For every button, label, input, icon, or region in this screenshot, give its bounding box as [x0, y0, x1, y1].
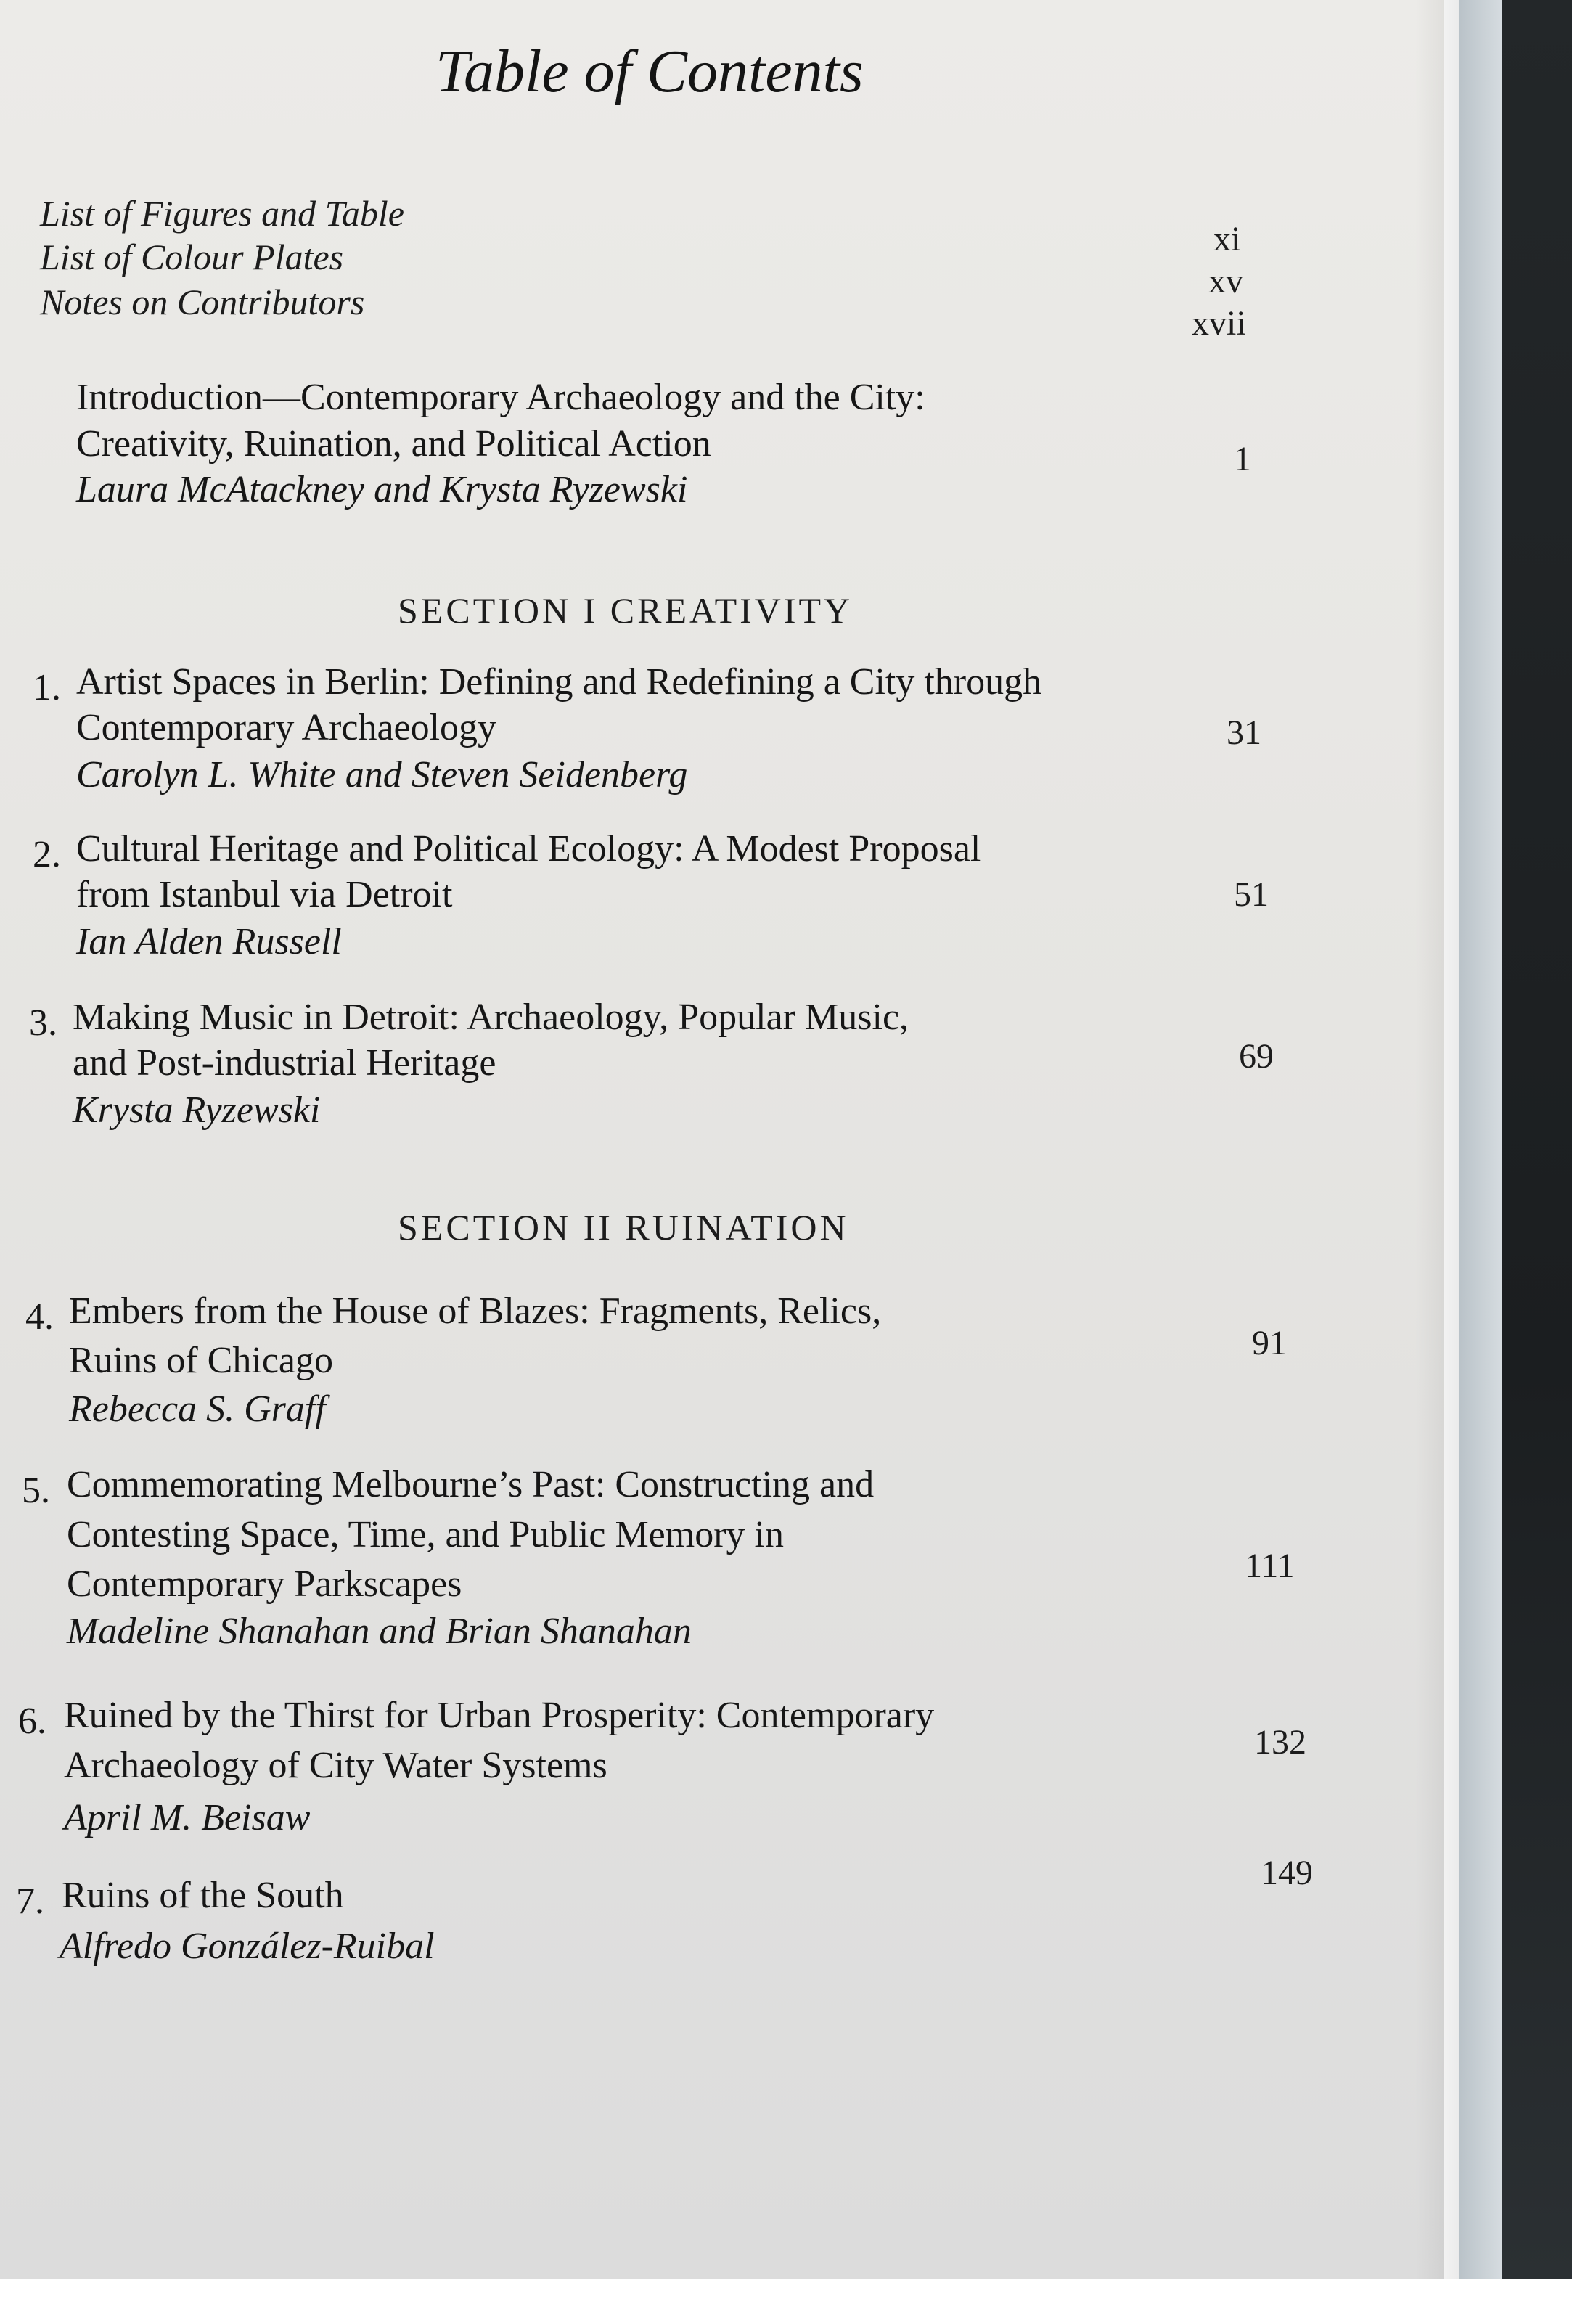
chapter-title-line: Contemporary Archaeology — [76, 707, 497, 748]
chapter-title-line: Ruins of the South — [62, 1875, 344, 1916]
chapter-author: Alfredo González-Ruibal — [60, 1926, 435, 1967]
page-number: 91 — [1252, 1324, 1287, 1362]
front-matter-item: List of Figures and Table — [40, 193, 404, 234]
chapter-title-line: from Istanbul via Detroit — [76, 874, 453, 915]
section-heading: SECTION I CREATIVITY — [398, 590, 853, 631]
page-number: 69 — [1239, 1037, 1274, 1076]
chapter-author: Krysta Ryzewski — [73, 1089, 321, 1131]
chapter-number: 4. — [25, 1296, 54, 1338]
page-number: 149 — [1261, 1854, 1313, 1892]
front-matter-item: Notes on Contributors — [40, 282, 365, 322]
intro-title-line: Creativity, Ruination, and Political Action — [76, 423, 711, 465]
page-number: xv — [1208, 262, 1243, 300]
page-number: xvii — [1192, 304, 1246, 343]
chapter-author: Carolyn L. White and Steven Seidenberg — [76, 754, 688, 795]
chapter-number: 1. — [33, 667, 61, 708]
chapter-title-line: Ruins of Chicago — [69, 1340, 333, 1381]
front-matter-item: List of Colour Plates — [40, 237, 344, 277]
chapter-title-line: Artist Spaces in Berlin: Defining and Redefining a City through — [76, 661, 1042, 703]
chapter-title-line: Cultural Heritage and Political Ecology: A Modest Proposal — [76, 828, 981, 870]
section-heading: SECTION II RUINATION — [398, 1207, 849, 1248]
page-gutter-shadow — [1415, 0, 1459, 2279]
chapter-title-line: Ruined by the Thirst for Urban Prosperity: Contemporary — [64, 1695, 935, 1736]
chapter-title-line: Contemporary Parkscapes — [67, 1563, 462, 1605]
chapter-author: Ian Alden Russell — [76, 921, 342, 962]
chapter-author: April M. Beisaw — [64, 1797, 311, 1838]
book-cover-edge — [1502, 0, 1572, 2279]
chapter-number: 7. — [16, 1881, 44, 1922]
chapter-title-line: Archaeology of City Water Systems — [64, 1745, 607, 1786]
page-number: 51 — [1234, 875, 1269, 914]
intro-title-line: Introduction—Contemporary Archaeology and the City: — [76, 377, 925, 418]
chapter-title-line: Making Music in Detroit: Archaeology, Popular Music, — [73, 997, 909, 1038]
photo-border — [0, 2279, 1572, 2324]
chapter-author: Rebecca S. Graff — [69, 1388, 326, 1430]
page-number: 1 — [1234, 440, 1251, 478]
chapter-title-line: and Post-industrial Heritage — [73, 1042, 496, 1084]
page-number: 132 — [1254, 1723, 1306, 1762]
page-number: 111 — [1245, 1547, 1295, 1585]
chapter-title-line: Commemorating Melbourne’s Past: Constructing and — [67, 1464, 875, 1505]
page-number: xi — [1213, 220, 1241, 258]
chapter-number: 6. — [18, 1701, 46, 1742]
chapter-number: 2. — [33, 834, 61, 875]
intro-author: Laura McAtackney and Krysta Ryzewski — [76, 469, 688, 510]
chapter-number: 3. — [29, 1002, 57, 1044]
page-number: 31 — [1227, 713, 1261, 752]
chapter-author: Madeline Shanahan and Brian Shanahan — [67, 1611, 692, 1652]
chapter-title-line: Contesting Space, Time, and Public Memory in — [67, 1514, 784, 1555]
chapter-number: 5. — [22, 1470, 50, 1511]
page-title: Table of Contents — [435, 38, 864, 105]
chapter-title-line: Embers from the House of Blazes: Fragments, Relics, — [69, 1290, 882, 1332]
